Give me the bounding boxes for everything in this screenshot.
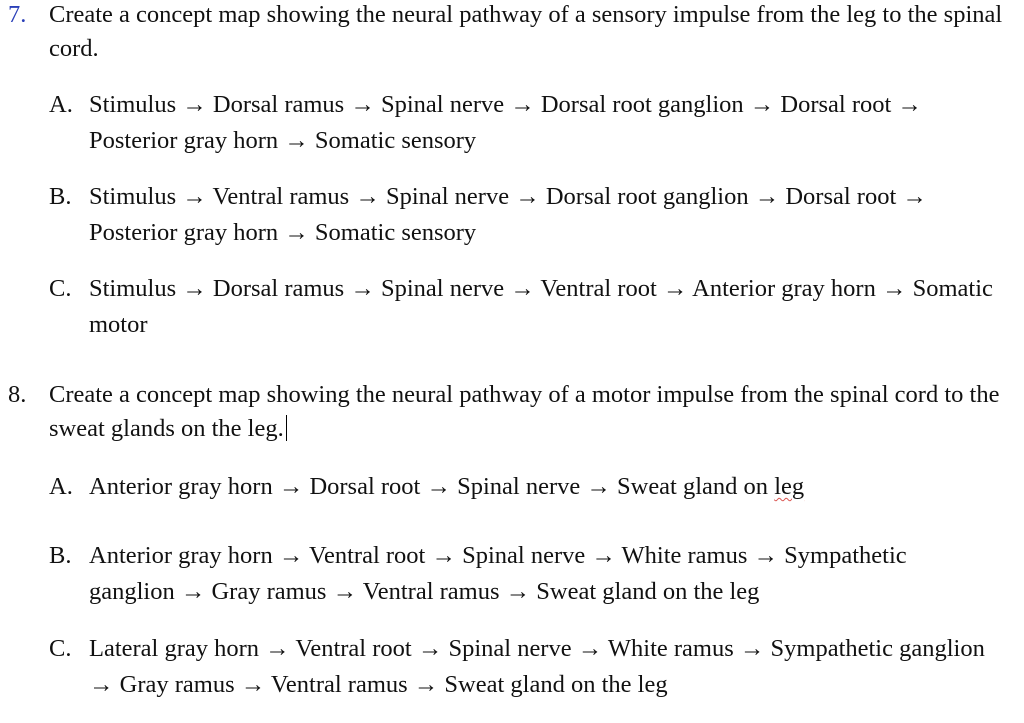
text-cursor	[286, 415, 287, 441]
question-number: 8.	[8, 381, 27, 408]
option-text: Stimulus → Ventral ramus → Spinal nerve → Dorsal root ganglion → Dorsal root → Posterior gray horn → Somatic sensory	[89, 183, 927, 246]
option-letter: C.	[49, 275, 72, 302]
spelling-flagged-word[interactable]: leg	[774, 473, 805, 500]
option-letter: B.	[49, 183, 72, 210]
option-letter: A.	[49, 473, 73, 500]
option-letter: C.	[49, 635, 72, 662]
option-text-main: Anterior gray horn → Dorsal root → Spinal nerve → Sweat gland on	[89, 473, 775, 500]
option-letter: B.	[49, 542, 72, 569]
question-text-wrapper[interactable]	[49, 378, 1009, 446]
question-number: 7.	[8, 1, 27, 28]
question-text: Create a concept map showing the neural pathway of a sensory impulse from the leg to the spinal cord.	[49, 1, 1003, 62]
option-text: Stimulus → Dorsal ramus → Spinal nerve → Ventral root → Anterior gray horn → Somatic motor	[89, 275, 993, 338]
option-letter: A.	[49, 91, 73, 118]
option-text: Stimulus → Dorsal ramus → Spinal nerve → Dorsal root ganglion → Dorsal root → Posterior gray horn → Somatic sensory	[89, 91, 922, 154]
option-text	[89, 469, 994, 505]
question-text: Create a concept map showing the neural pathway of a motor impulse from the spinal cord to the sweat glands on the leg.	[49, 381, 1000, 442]
option-text: Lateral gray horn → Ventral root → Spinal nerve → White ramus → Sympathetic ganglion → Gray ramus → Ventral ramus → Sweat gland on the leg	[89, 635, 985, 698]
option-text: Anterior gray horn → Ventral root → Spinal nerve → White ramus → Sympathetic ganglion → Gray ramus → Ventral ramus → Sweat gland on the leg	[89, 542, 907, 605]
